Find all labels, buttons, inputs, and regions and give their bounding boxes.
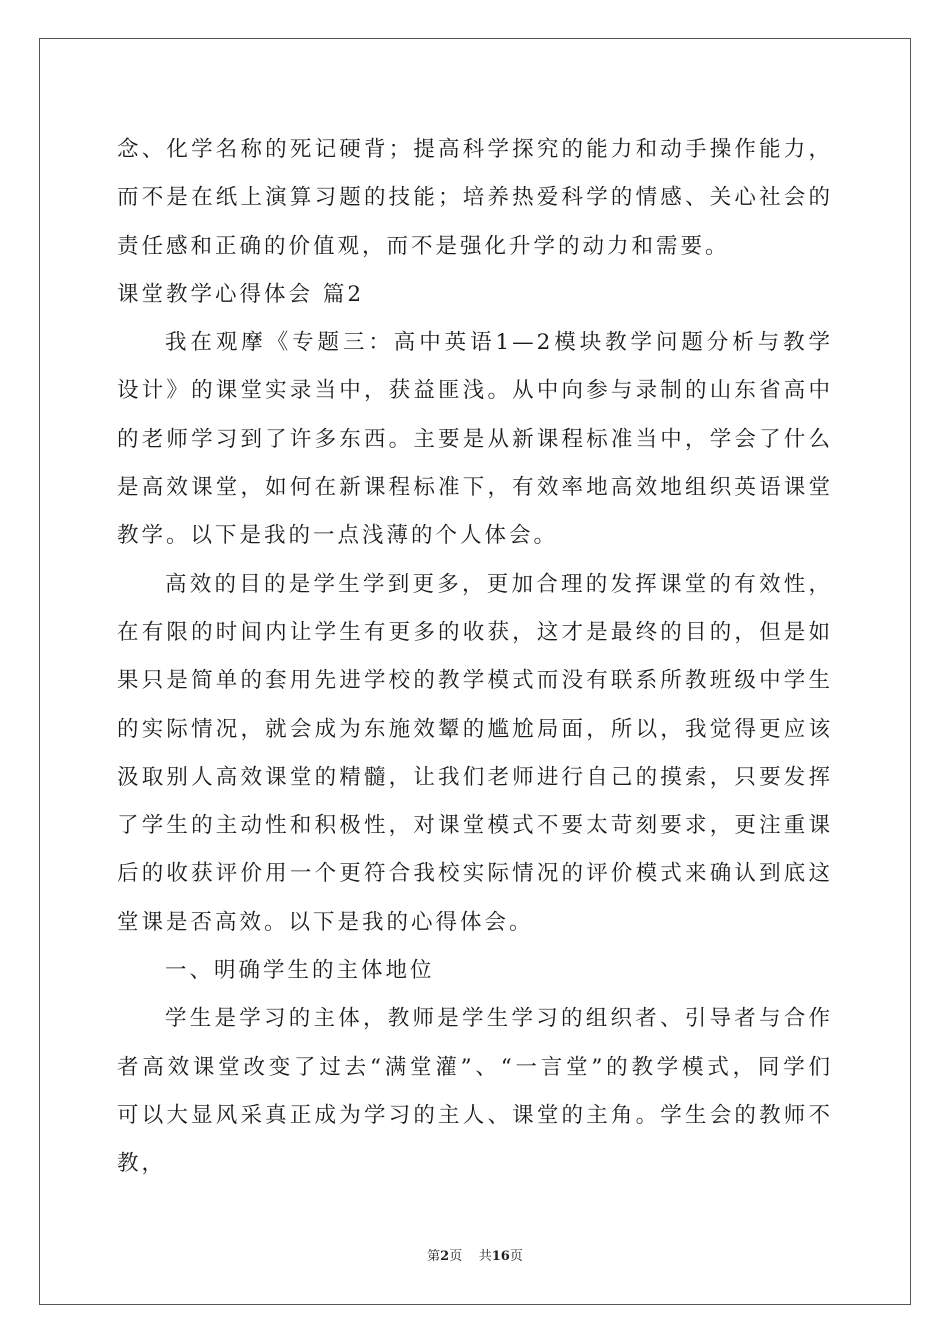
total-prefix: 共 — [478, 1249, 492, 1264]
paragraph-efficiency: 高效的目的是学生学到更多，更加合理的发挥课堂的有效性，在有限的时间内让学生有更多的收获，这才是最终的目的，但是如果只是简单的套用先进学校的教学模式而没有联系所教班级中学生的实际情况，就会成为东施效颦的尴尬局面，所以，我觉得更应该汲取别人高效课堂的精髓，让我们老师进行自己的摸索，只要发挥了学生的主动性和积极性，对课堂模式不要太苛刻要求，更注重课后的收获评价用一个更符合我校实际情况的评价模式来确认到底这堂课是否高效。以下是我的心得体会。 — [117, 571, 833, 935]
page-suffix: 页 — [449, 1249, 463, 1264]
total-pages: 16 — [491, 1249, 510, 1264]
paragraph-continuation: 念、化学名称的死记硬背；提高科学探究的能力和动手操作能力，而不是在纸上演算习题的技能；培养热爱科学的情感、关心社会的责任感和正确的价值观，而不是强化升学的动力和需要。 — [117, 137, 833, 259]
document-body — [117, 126, 833, 1189]
page-prefix: 第 — [427, 1249, 441, 1264]
subheading-student-role: 一、明确学生的主体地位 — [165, 958, 435, 984]
page-footer — [0, 1245, 950, 1264]
paragraph-intro: 我在观摩《专题三：高中英语1—2模块教学问题分析与教学设计》的课堂实录当中，获益匪浅。从中向参与录制的山东省高中的老师学习到了许多东西。主要是从新课程标准当中，学会了什么是高效课堂，如何在新课程标准下，有效率地高效地组织英语课堂教学。以下是我的一点浅薄的个人体会。 — [117, 330, 833, 549]
section-heading: 课堂教学心得体会 篇2 — [117, 281, 365, 307]
paragraph-student-subject: 学生是学习的主体，教师是学生学习的组织者、引导者与合作者高效课堂改变了过去“满堂灌”、“一言堂”的教学模式，同学们可以大显风采真正成为学习的主人、课堂的主角。学生会的教师不教， — [117, 1006, 833, 1177]
total-suffix: 页 — [509, 1249, 523, 1264]
page-number: 2 — [440, 1249, 450, 1264]
